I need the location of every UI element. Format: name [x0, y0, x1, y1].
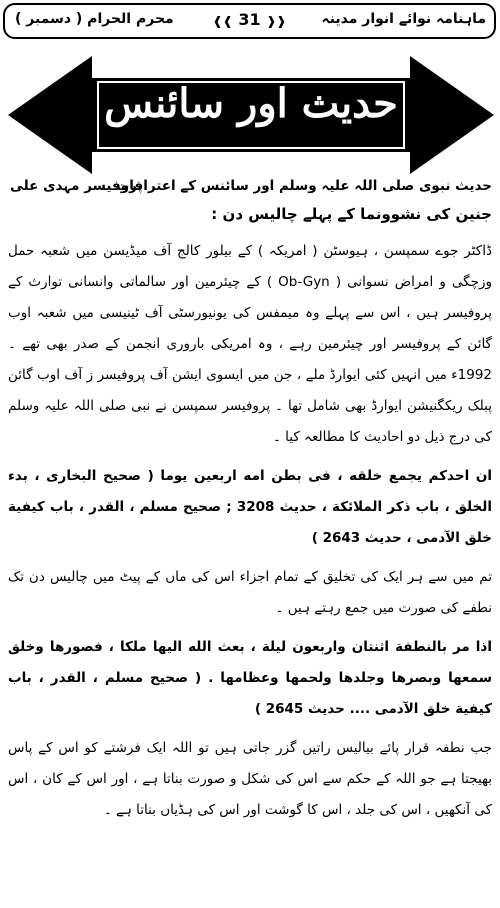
article-author: پروفیسر مہدی علی	[10, 178, 143, 194]
issue-month: محرم الحرام ( دسمبر )	[15, 11, 174, 27]
paragraph-hadith-arabic: اذا مر بالنطفة اثنتان واربعون ليلة ، بعث الله اليها ملكا ، فصورها وخلق سمعها وبصرها وجلدها ولحمها وعظامها . ( صحيح مسلم ، القدر ، باب كيفية خلق الآدمى .... حديث 2645 )	[8, 639, 492, 717]
article-topic: حدیث نبوی صلی اللہ علیہ وسلم اور سائنس کے اعترافات	[115, 178, 492, 194]
article-title: حدیث اور سائنس	[104, 80, 398, 127]
page-number-box	[213, 10, 287, 29]
page-number: 31	[238, 10, 261, 29]
ornament-left-icon: ❰❰	[212, 14, 233, 28]
ornament-right-icon: ❱❱	[266, 14, 287, 28]
paragraph-urdu: تم میں سے ہر ایک کی تخلیق کے تمام اجزاء اس کی ماں کے پیٹ میں چالیس دن تک نطفے کی صورت میں جمع رہتے ہیں ۔	[8, 569, 492, 616]
paragraph-hadith-arabic: ان احدكم يجمع خلقه ، فى بطن امه اربعين يوما ( صحيح البخاری ، بدء الخلق ، باب ذكر الملائكة ، حديث 3208 ; صحيح مسلم ، القدر ، باب كيفية خلق الآدمى ، حديث 2643 )	[8, 468, 492, 546]
title-banner	[8, 56, 494, 174]
section-heading: جنین کی نشوونما کے پہلے چالیس دن :	[211, 205, 492, 223]
article-body	[8, 236, 492, 834]
paragraph-urdu: جب نطفہ قرار پائے بیالیس راتیں گزر جاتی ہیں تو اللہ ایک فرشتے کو اس کے پاس بھیجتا ہے جو اللہ کے حکم سے اس کی شکل و صورت بناتا ہے ، اور اس کے کان ، اس کی آنکھیں ، اس کی جلد ، اس کا گوشت اور اس کی ہڈیاں بناتا ہے ۔	[8, 740, 492, 818]
paragraph-urdu: ڈاکٹر جوے سمپسن ، ہیوسٹن ( امریکہ ) کے بیلور کالج آف میڈیسن میں شعبہ حمل وزچگی و امراض نسوانی ( Ob-Gyn ) کے چیئرمین اور سالماتی وانسانی توارث کے پروفیسر ہیں ، اس سے پہلے وہ میمفس کی یونیورسٹی آف ٹینیسی میں شعبہ اوب گائن کے پروفیسر اور چیئرمین رہے ، وہ امریکی باروری انجمن کے صدر بھی تھے ۔ 1992ء میں انہیں کئی ایوارڈ ملے ، جن میں ایسوی ایشن آف پروفیسر ز آف اوب گائن پبلک ریکگنیشن ایوارڈ بھی شامل تھا ۔ پروفیسر سمپسن نے نبی صلی اللہ علیہ وسلم کی درج ذیل دو احادیث کا مطالعہ کیا ۔	[8, 243, 493, 445]
subtitle-row	[10, 178, 492, 200]
page-header	[3, 3, 496, 39]
magazine-name: ماہنامہ نوائے انوار مدینہ	[321, 11, 486, 27]
